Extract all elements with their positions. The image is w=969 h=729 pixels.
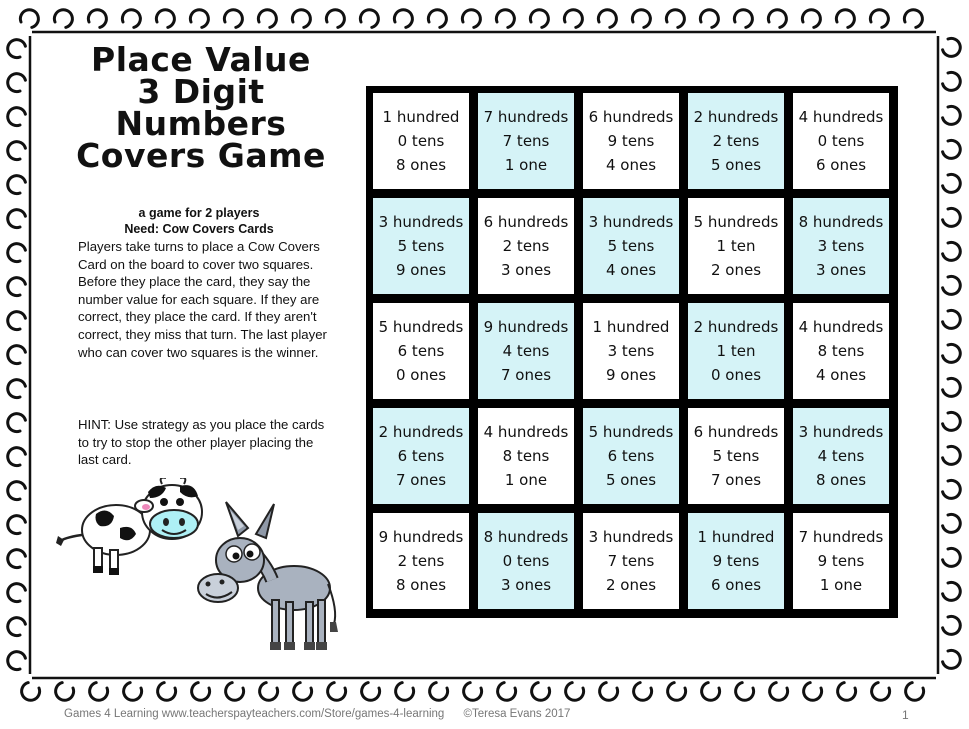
ones-text: 3 ones <box>500 576 552 594</box>
ones-text: 6 ones <box>815 156 867 174</box>
ones-text: 2 ones <box>710 261 762 279</box>
hundreds-text: 1 hundred <box>592 318 670 336</box>
hundreds-text: 2 hundreds <box>693 318 779 336</box>
board-square <box>688 303 784 399</box>
ones-text: 3 ones <box>500 261 552 279</box>
donkey-illustration <box>196 500 346 660</box>
ones-text: 7 ones <box>395 471 447 489</box>
footer-credit: Games 4 Learning www.teacherspayteachers.com/Store/games-4-learning ©Teresa Evans 2017 <box>64 708 571 720</box>
hundreds-text: 5 hundreds <box>588 423 674 441</box>
tens-text: 0 tens <box>502 552 550 570</box>
hundreds-text: 7 hundreds <box>483 108 569 126</box>
cow-illustration <box>50 478 210 583</box>
title-line-3: Numbers <box>115 104 287 143</box>
hundreds-text: 9 hundreds <box>378 528 464 546</box>
game-requirements <box>78 205 320 237</box>
tens-text: 1 ten <box>716 342 756 360</box>
ones-text: 9 ones <box>605 366 657 384</box>
hundreds-text: 4 hundreds <box>798 318 884 336</box>
board-square <box>583 408 679 504</box>
hundreds-text: 8 hundreds <box>483 528 569 546</box>
board-square <box>373 93 469 189</box>
ones-text: 0 ones <box>710 366 762 384</box>
board-square <box>373 198 469 294</box>
ones-text: 7 ones <box>710 471 762 489</box>
board-square <box>373 513 469 609</box>
hundreds-text: 9 hundreds <box>483 318 569 336</box>
hundreds-text: 1 hundred <box>697 528 775 546</box>
hundreds-text: 6 hundreds <box>693 423 779 441</box>
hundreds-text: 3 hundreds <box>588 528 674 546</box>
tens-text: 3 tens <box>817 237 865 255</box>
players-count: a game for 2 players <box>138 206 260 220</box>
page-number: 1 <box>902 708 909 722</box>
tens-text: 1 ten <box>716 237 756 255</box>
tens-text: 4 tens <box>502 342 550 360</box>
tens-text: 5 tens <box>607 237 655 255</box>
ones-text: 1 one <box>819 576 863 594</box>
board-square <box>478 93 574 189</box>
tens-text: 5 tens <box>712 447 760 465</box>
hundreds-text: 5 hundreds <box>693 213 779 231</box>
title-line-2: 3 Digit <box>137 72 265 111</box>
board-square <box>478 198 574 294</box>
tens-text: 4 tens <box>817 447 865 465</box>
ones-text: 5 ones <box>605 471 657 489</box>
game-board <box>366 86 898 618</box>
hint-text: HINT: Use strategy as you place the cards to try to stop the other player placing the last card. <box>78 417 325 468</box>
hundreds-text: 3 hundreds <box>798 423 884 441</box>
tens-text: 9 tens <box>607 132 655 150</box>
board-square <box>583 93 679 189</box>
page-title <box>66 40 336 175</box>
ones-text: 8 ones <box>395 576 447 594</box>
hundreds-text: 2 hundreds <box>693 108 779 126</box>
board-square <box>478 408 574 504</box>
tens-text: 5 tens <box>397 237 445 255</box>
hundreds-text: 2 hundreds <box>378 423 464 441</box>
board-square <box>478 303 574 399</box>
ones-text: 1 one <box>504 471 548 489</box>
ones-text: 7 ones <box>500 366 552 384</box>
ones-text: 2 ones <box>605 576 657 594</box>
ones-text: 9 ones <box>395 261 447 279</box>
ones-text: 8 ones <box>815 471 867 489</box>
board-square <box>793 303 889 399</box>
hundreds-text: 3 hundreds <box>378 213 464 231</box>
board-square <box>793 198 889 294</box>
tens-text: 6 tens <box>397 447 445 465</box>
tens-text: 0 tens <box>397 132 445 150</box>
hundreds-text: 7 hundreds <box>798 528 884 546</box>
hundreds-text: 1 hundred <box>382 108 460 126</box>
board-square <box>583 513 679 609</box>
tens-text: 6 tens <box>397 342 445 360</box>
hundreds-text: 8 hundreds <box>798 213 884 231</box>
board-square <box>373 408 469 504</box>
board-square <box>793 513 889 609</box>
board-square <box>793 408 889 504</box>
ones-text: 4 ones <box>605 261 657 279</box>
instructions-text: Players take turns to place a Cow Covers Card on the board to cover two squares. Before they place the card, they say the number value for each square. If they are correct, they place the card. If they aren't correct, they miss that turn. The last player who can cover two squares is the winner. <box>78 239 327 360</box>
hundreds-text: 6 hundreds <box>483 213 569 231</box>
hundreds-text: 3 hundreds <box>588 213 674 231</box>
tens-text: 9 tens <box>712 552 760 570</box>
board-square <box>688 93 784 189</box>
board-square <box>688 198 784 294</box>
ones-text: 3 ones <box>815 261 867 279</box>
tens-text: 6 tens <box>607 447 655 465</box>
board-square <box>478 513 574 609</box>
title-line-4: Covers Game <box>76 136 326 175</box>
tens-text: 7 tens <box>502 132 550 150</box>
tens-text: 2 tens <box>502 237 550 255</box>
board-square <box>373 303 469 399</box>
ones-text: 0 ones <box>395 366 447 384</box>
tens-text: 7 tens <box>607 552 655 570</box>
board-square <box>688 513 784 609</box>
ones-text: 6 ones <box>710 576 762 594</box>
tens-text: 2 tens <box>397 552 445 570</box>
board-square <box>688 408 784 504</box>
title-line-1: Place Value <box>91 40 311 79</box>
materials-needed: Need: Cow Covers Cards <box>124 222 274 236</box>
ones-text: 1 one <box>504 156 548 174</box>
hundreds-text: 5 hundreds <box>378 318 464 336</box>
board-square <box>583 198 679 294</box>
ones-text: 4 ones <box>605 156 657 174</box>
ones-text: 4 ones <box>815 366 867 384</box>
tens-text: 9 tens <box>817 552 865 570</box>
tens-text: 3 tens <box>607 342 655 360</box>
board-square <box>793 93 889 189</box>
hundreds-text: 6 hundreds <box>588 108 674 126</box>
board-square <box>583 303 679 399</box>
ones-text: 8 ones <box>395 156 447 174</box>
tens-text: 2 tens <box>712 132 760 150</box>
tens-text: 8 tens <box>817 342 865 360</box>
hundreds-text: 4 hundreds <box>798 108 884 126</box>
tens-text: 0 tens <box>817 132 865 150</box>
ones-text: 5 ones <box>710 156 762 174</box>
tens-text: 8 tens <box>502 447 550 465</box>
hundreds-text: 4 hundreds <box>483 423 569 441</box>
